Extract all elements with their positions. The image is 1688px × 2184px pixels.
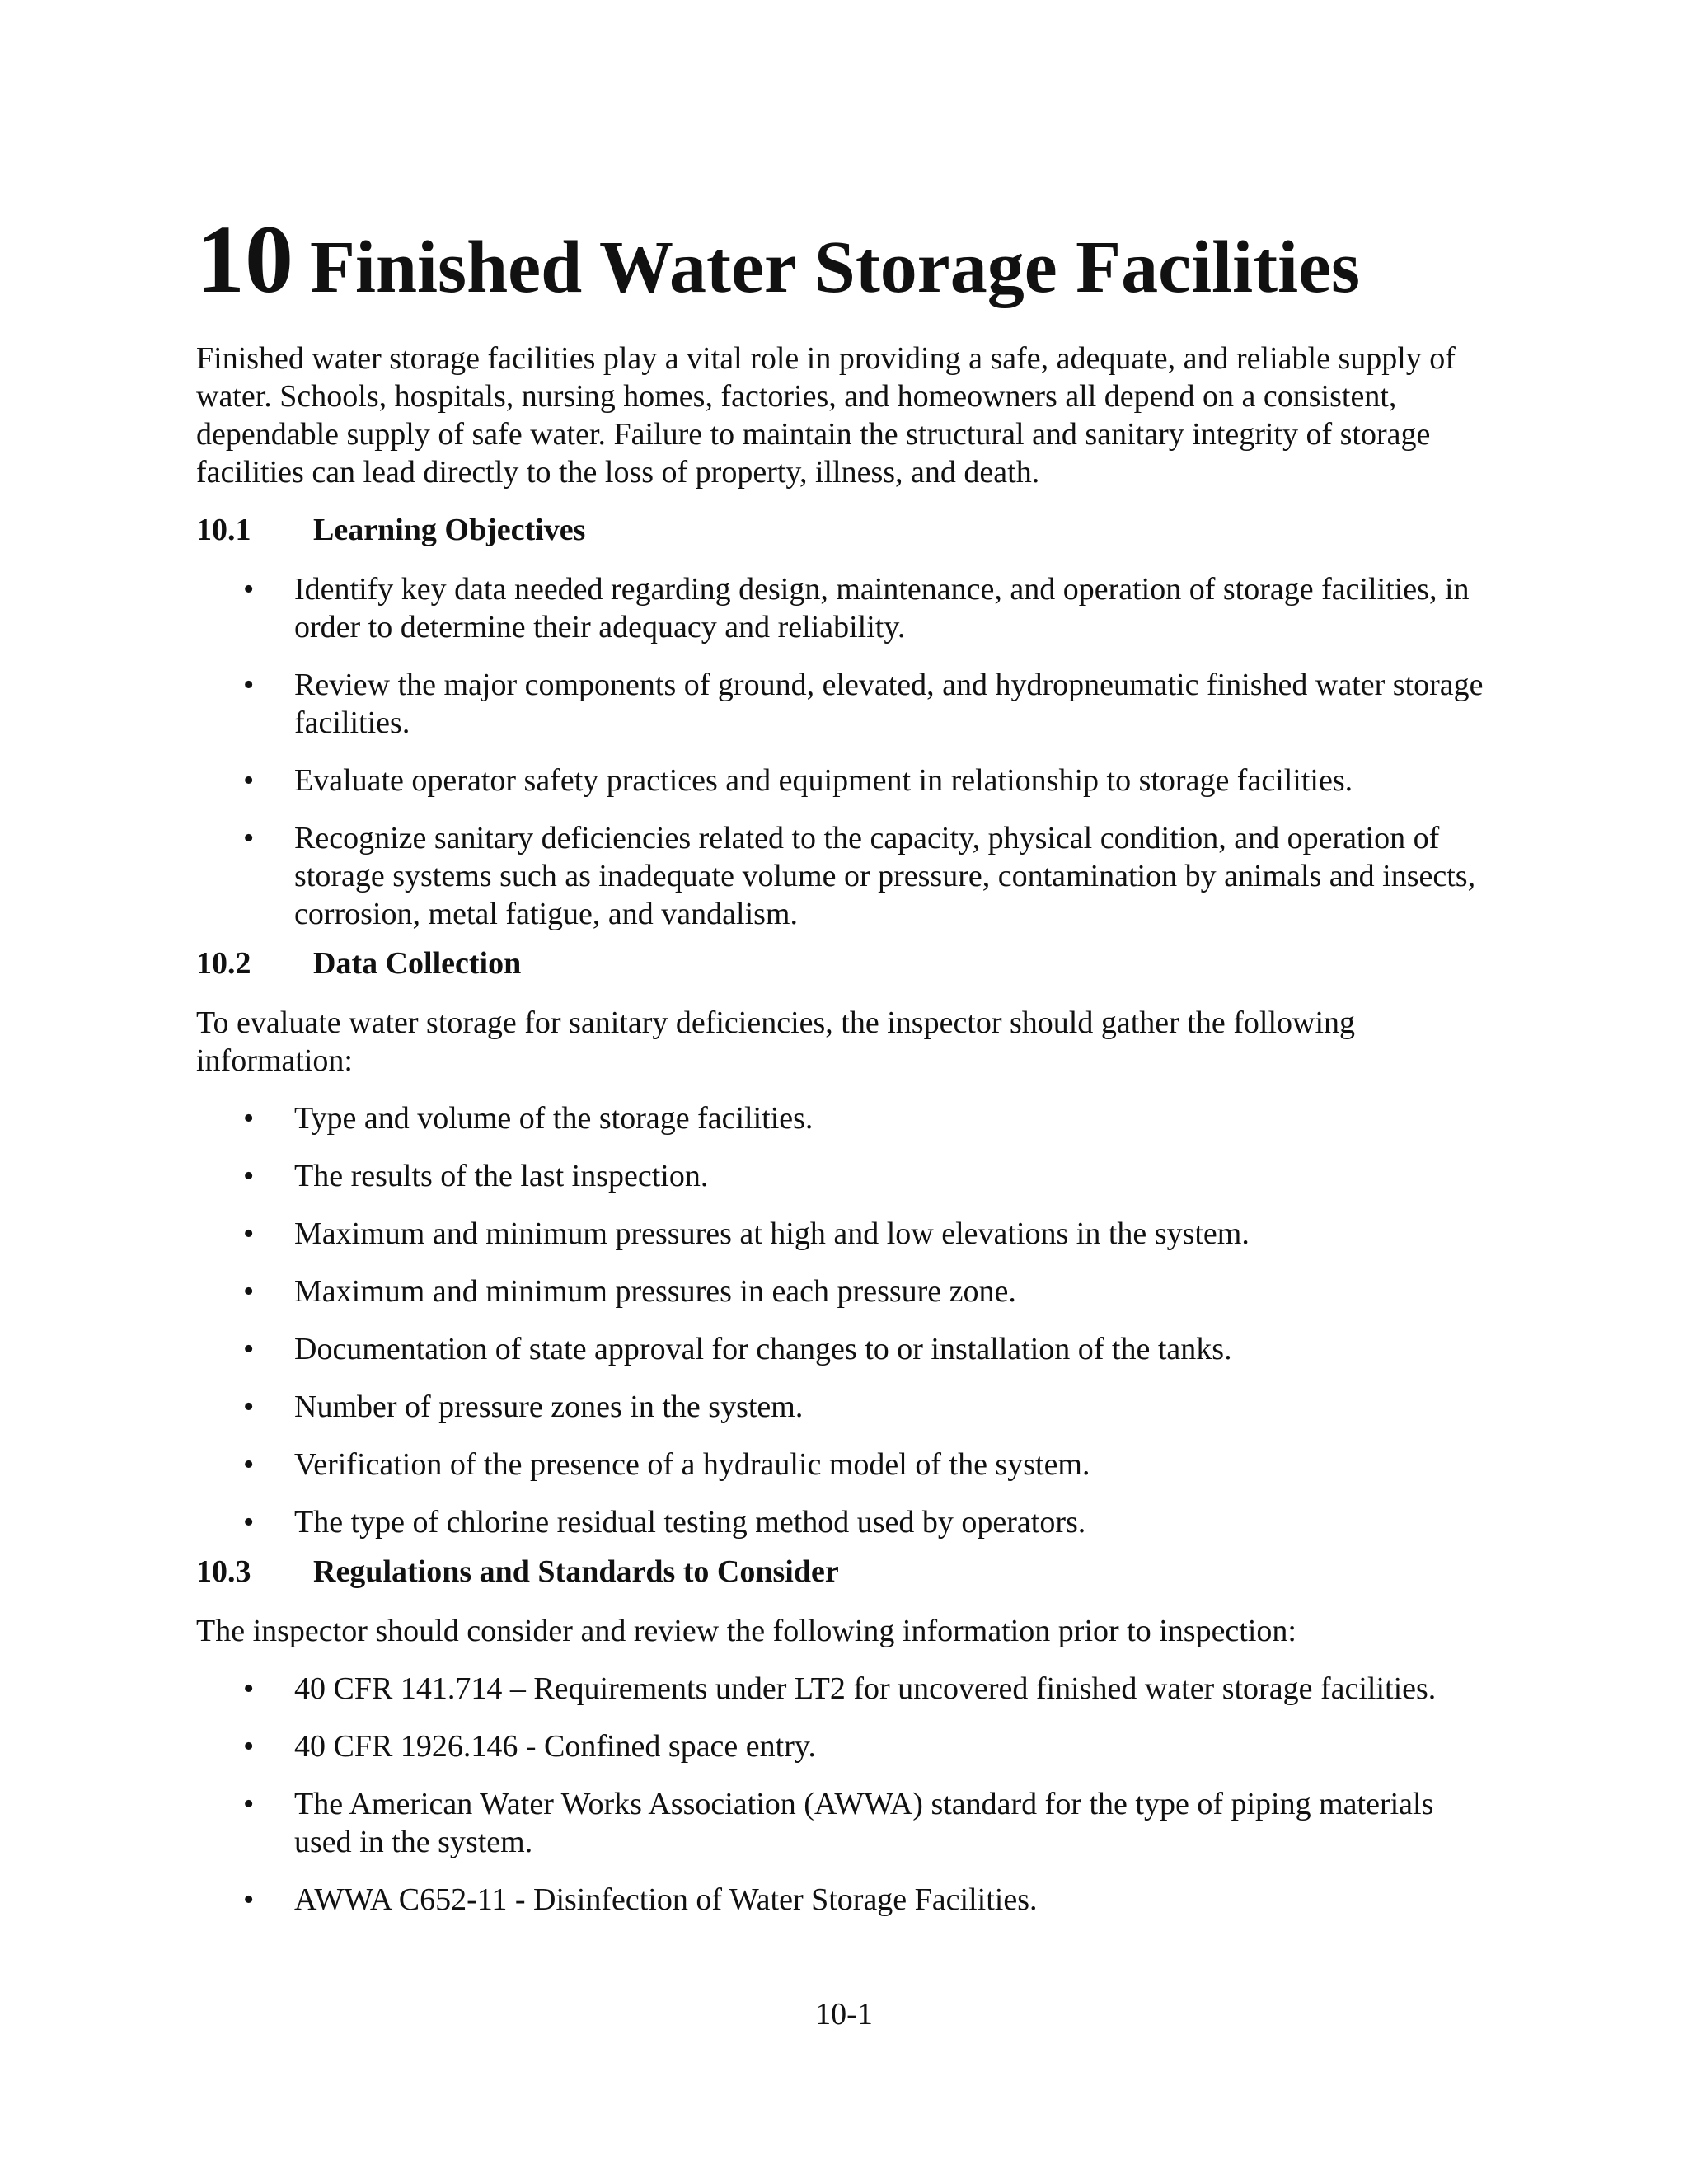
chapter-intro: Finished water storage facilities play a vital role in providing a safe, adequate, and reliable supply of water. Schools, hospitals, nursing homes, factories, and homeowners all depend on a consistent, dependable supply of safe water. Failure to maintain the structural and sanitary integrity of storage facilities can lead directly to the loss of property, illness, and death. xyxy=(196,340,1456,490)
list-item-text: Maximum and minimum pressures in each pressure zone. xyxy=(294,1273,1016,1309)
section-heading xyxy=(196,1553,1498,1591)
chapter-title-text: Finished Water Storage Facilities xyxy=(310,227,1361,308)
list-item xyxy=(196,1503,1498,1541)
section-lead: To evaluate water storage for sanitary deficiencies, the inspector should gather the following information: xyxy=(196,1005,1355,1078)
list-item xyxy=(196,1388,1498,1426)
list-item-text: Verification of the presence of a hydraulic model of the system. xyxy=(294,1446,1090,1482)
bullet-icon: • xyxy=(243,667,255,702)
list-item-text: Documentation of state approval for changes to or installation of the tanks. xyxy=(294,1331,1232,1366)
document-page xyxy=(196,206,1498,1938)
bullet-icon: • xyxy=(243,1786,255,1821)
bullet-icon: • xyxy=(243,1728,255,1764)
bullet-icon: • xyxy=(243,1504,255,1540)
list-item xyxy=(196,666,1498,742)
bullet-icon: • xyxy=(243,1446,255,1482)
section-title: Data Collection xyxy=(313,945,522,981)
list-item-text: 40 CFR 1926.146 - Confined space entry. xyxy=(294,1728,816,1764)
section-number: 10.2 xyxy=(196,945,251,981)
bullet-icon: • xyxy=(243,1331,255,1366)
section-title: Learning Objectives xyxy=(313,512,586,547)
chapter-number: 10 xyxy=(196,205,293,313)
bullet-icon: • xyxy=(243,1389,255,1424)
list-item-text: 40 CFR 141.714 – Requirements under LT2 for uncovered finished water storage facilities. xyxy=(294,1671,1437,1706)
bullet-icon: • xyxy=(243,762,255,798)
list-item-text: Maximum and minimum pressures at high and low elevations in the system. xyxy=(294,1216,1250,1251)
list-item-text: Identify key data needed regarding design, maintenance, and operation of storage facilities, in order to determine their adequacy and reliability. xyxy=(294,571,1470,644)
list-item-text: The results of the last inspection. xyxy=(294,1158,709,1193)
bullet-icon: • xyxy=(243,820,255,855)
list-item xyxy=(196,762,1498,799)
list-item xyxy=(196,1446,1498,1483)
list-item xyxy=(196,1272,1498,1310)
chapter-title xyxy=(196,206,1498,313)
bullet-icon: • xyxy=(243,1216,255,1251)
list-item xyxy=(196,1785,1498,1861)
section-number: 10.1 xyxy=(196,512,251,547)
bullet-icon: • xyxy=(243,1158,255,1193)
list-item xyxy=(196,1157,1498,1195)
list-item-text: Number of pressure zones in the system. xyxy=(294,1389,804,1424)
list-item xyxy=(196,1727,1498,1765)
bullet-icon: • xyxy=(243,1273,255,1309)
regulations-list xyxy=(196,1670,1498,1919)
learning-objectives-list xyxy=(196,570,1498,933)
bullet-icon: • xyxy=(243,571,255,607)
data-collection-list xyxy=(196,1099,1498,1541)
list-item xyxy=(196,570,1498,646)
section-heading xyxy=(196,511,1498,549)
list-item-text: Review the major components of ground, elevated, and hydropneumatic finished water storage facilities. xyxy=(294,667,1484,740)
list-item xyxy=(196,1215,1498,1253)
list-item xyxy=(196,1330,1498,1368)
list-item xyxy=(196,1881,1498,1919)
list-item-text: AWWA C652-11 - Disinfection of Water Storage Facilities. xyxy=(294,1882,1038,1917)
list-item-text: The American Water Works Association (AWWA) standard for the type of piping materials used in the system. xyxy=(294,1786,1434,1859)
list-item-text: Evaluate operator safety practices and equipment in relationship to storage facilities. xyxy=(294,762,1353,798)
list-item xyxy=(196,1670,1498,1708)
section-number: 10.3 xyxy=(196,1554,251,1589)
section-heading xyxy=(196,944,1498,982)
bullet-icon: • xyxy=(243,1882,255,1917)
bullet-icon: • xyxy=(243,1671,255,1706)
list-item xyxy=(196,1099,1498,1137)
list-item-text: The type of chlorine residual testing method used by operators. xyxy=(294,1504,1086,1540)
list-item-text: Recognize sanitary deficiencies related to the capacity, physical condition, and operation of storage systems such as inadequate volume or pressure, contamination by animals and insects, corrosion, metal fatigue, and vandalism. xyxy=(294,820,1476,931)
section-title: Regulations and Standards to Consider xyxy=(313,1554,839,1589)
list-item-text: Type and volume of the storage facilities. xyxy=(294,1100,814,1136)
list-item xyxy=(196,819,1498,933)
section-lead: The inspector should consider and review the following information prior to inspection: xyxy=(196,1613,1296,1648)
bullet-icon: • xyxy=(243,1100,255,1136)
page-number: 10-1 xyxy=(815,1997,873,2032)
